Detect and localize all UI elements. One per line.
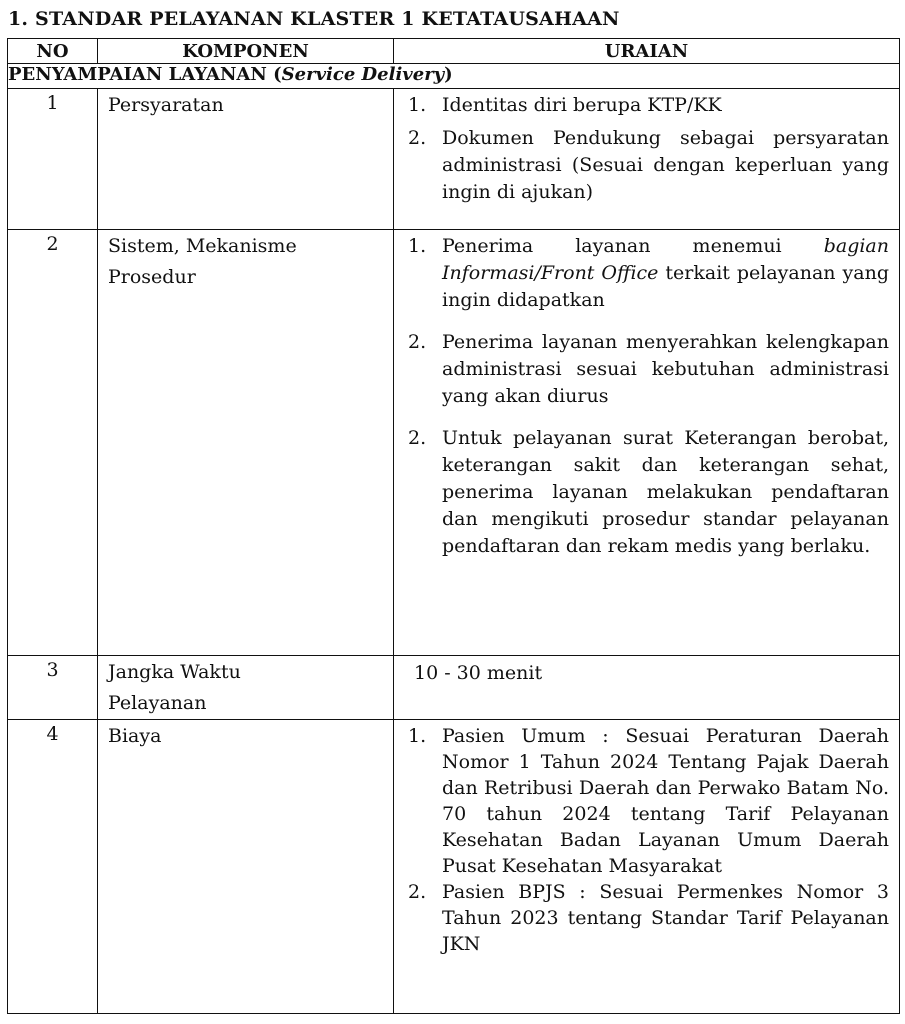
list-item: 1. Penerima layanan menemui bagian Informasi/Front Office terkait pelayanan yang ingin didapatkan <box>408 235 889 311</box>
row-uraian <box>394 656 900 720</box>
header-uraian: URAIAN <box>394 39 900 64</box>
uraian-list <box>408 233 889 560</box>
list-item: 2. Dokumen Pendukung sebagai persyaratan administrasi (Sesuai dengan keperluan yang ingin di ajukan) <box>408 127 889 203</box>
table-row <box>8 89 900 230</box>
document-title: 1. STANDAR PELAYANAN KLASTER 1 KETATAUSAHAAN <box>8 8 620 30</box>
row-komponen: Jangka Waktu Pelayanan <box>98 656 394 720</box>
list-item: 1. Identitas diri berupa KTP/KK <box>408 94 722 116</box>
list-item: 2. Pasien BPJS : Sesuai Permenkes Nomor 3 Tahun 2023 tentang Standar Tarif Pelayanan JKN <box>408 881 889 955</box>
row-komponen: Sistem, Mekanisme Prosedur <box>98 230 394 656</box>
section-label-italic: Service Delivery <box>281 64 445 85</box>
row-uraian <box>394 720 900 1014</box>
row-uraian <box>394 230 900 656</box>
header-komponen: KOMPONEN <box>98 39 394 64</box>
list-item: 2. Penerima layanan menyerahkan kelengkapan administrasi sesuai kebutuhan administrasi yang akan diurus <box>408 331 889 407</box>
uraian-text: 10 - 30 menit <box>414 662 543 684</box>
uraian-list <box>408 723 889 957</box>
row-komponen: Persyaratan <box>98 89 394 230</box>
row-number: 2 <box>8 230 98 656</box>
row-number: 1 <box>8 89 98 230</box>
list-item: 1. Pasien Umum : Sesuai Peraturan Daerah Nomor 1 Tahun 2024 Tentang Pajak Daerah dan Retribusi Daerah dan Perwako Batam No. 70 tahun 2024 tentang Tarif Pelayanan Kesehatan Badan Layanan Umum Daerah Pusat Kesehatan Masyarakat <box>408 725 889 877</box>
row-number: 3 <box>8 656 98 720</box>
service-standard-table <box>7 38 900 1014</box>
table-row <box>8 656 900 720</box>
row-komponen: Biaya <box>98 720 394 1014</box>
table-row <box>8 720 900 1014</box>
list-item: 2. Untuk pelayanan surat Keterangan berobat, keterangan sakit dan keterangan sehat, penerima layanan melakukan pendaftaran dan mengikuti prosedur standar pelayanan pendaftaran dan rekam medis yang berlaku. <box>408 427 889 557</box>
row-uraian <box>394 89 900 230</box>
row-number: 4 <box>8 720 98 1014</box>
section-label: PENYAMPAIAN LAYANAN (Service Delivery) <box>8 64 900 89</box>
table-header-row <box>8 39 900 64</box>
table-row <box>8 230 900 656</box>
header-no: NO <box>8 39 98 64</box>
uraian-list <box>408 92 889 206</box>
section-row <box>8 64 900 89</box>
